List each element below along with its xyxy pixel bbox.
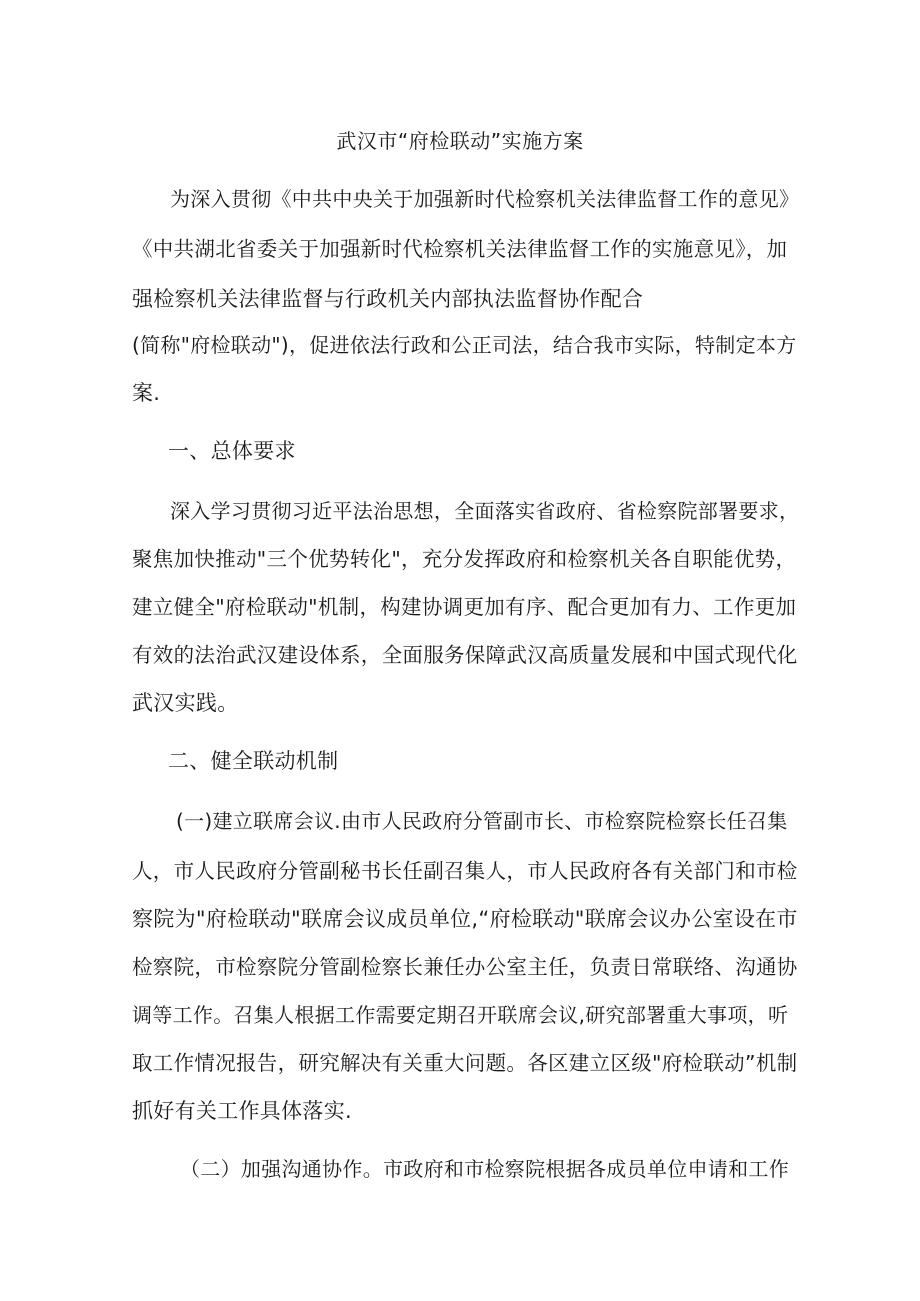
section-2-item-1-line-3: 察院为"府检联动"联席会议成员单位,“府检联动"联席会议办公室设在市	[132, 907, 798, 931]
section-1-line-1: 深入学习贯彻习近平法治思想，全面落实省政府、省检察院部署要求，	[170, 499, 800, 523]
section-2-item-1-line-7: 抓好有关工作具体落实.	[132, 1099, 352, 1123]
section-2-item-1-line-4: 检察院，市检察院分管副检察长兼任办公室主任，负责日常联络、沟通协	[132, 955, 798, 979]
section-2-item-1-line-5: 调等工作。召集人根据工作需要定期召开联席会议,研究部署重大事项，听	[132, 1003, 789, 1027]
section-1-line-3: 建立健全"府检联动"机制，构建协调更加有序、配合更加有力、工作更加	[132, 595, 797, 619]
section-1-line-2: 聚焦加快推动"三个优势转化"，充分发挥政府和检察机关各自职能优势，	[132, 547, 797, 571]
section-1-heading: 一、总体要求	[168, 439, 296, 463]
intro-line-3: 强检察机关法律监督与行政机关内部执法监督协作配合	[132, 287, 644, 311]
intro-line-5: 案.	[132, 381, 161, 405]
document-title: 武汉市“府检联动”实施方案	[336, 129, 584, 153]
section-2-item-1-line-1: (一)建立联席会议.由市人民政府分管副市长、市检察院检察长任召集	[176, 809, 788, 833]
intro-line-4: (简称"府检联动")，促进依法行政和公正司法，结合我市实际，特制定本方	[132, 333, 797, 357]
section-2-item-2-line-1: （二）加强沟通协作。市政府和市检察院根据各成员单位申请和工作	[180, 1157, 789, 1181]
section-2-item-1-line-2: 人，市人民政府分管副秘书长任副召集人，市人民政府各有关部门和市检	[132, 859, 798, 883]
section-2-heading: 二、健全联动机制	[168, 749, 339, 773]
intro-line-2: 《中共湖北省委关于加强新时代检察机关法律监督工作的实施意见》，加	[132, 237, 788, 261]
section-1-line-4: 有效的法治武汉建设体系，全面服务保障武汉高质量发展和中国式现代化	[132, 643, 798, 667]
section-1-line-5: 武汉实践。	[132, 691, 239, 715]
section-2-item-1-line-6: 取工作情况报告，研究解决有关重大问题。各区建立区级"府检联动”机制	[132, 1051, 798, 1075]
intro-line-1: 为深入贯彻《中共中央关于加强新时代检察机关法律监督工作的意见》	[170, 187, 800, 211]
